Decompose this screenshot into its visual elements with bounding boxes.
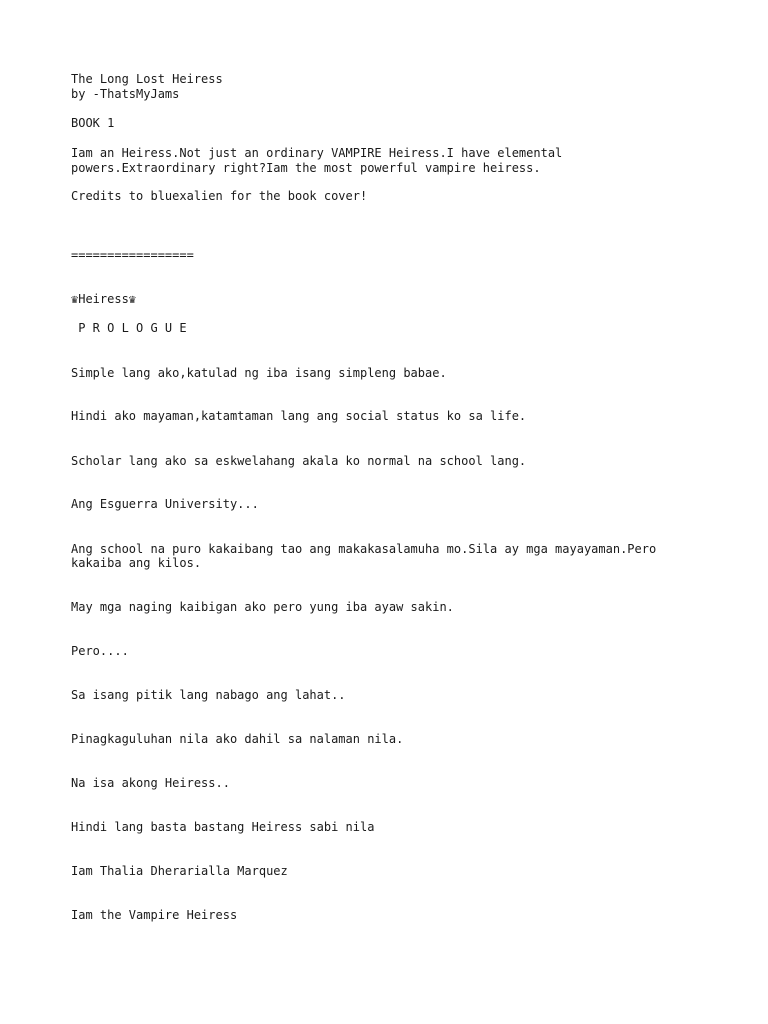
section-heading: P R O L O G U E (71, 321, 187, 335)
book-title: The Long Lost Heiress (71, 72, 223, 86)
divider: ================= (71, 248, 194, 262)
paragraph: Hindi lang basta bastang Heiress sabi nila (71, 820, 375, 834)
paragraph: Simple lang ako,katulad ng iba isang simpleng babae. (71, 366, 447, 380)
paragraph: Sa isang pitik lang nabago ang lahat.. (71, 688, 346, 702)
paragraph: Ang school na puro kakaibang tao ang makakasalamuha mo.Sila ay mga mayayaman.Pero (71, 542, 657, 556)
paragraph: Ang Esguerra University... (71, 497, 259, 511)
book-number: BOOK 1 (71, 116, 115, 130)
paragraph: Iam the Vampire Heiress (71, 908, 238, 922)
paragraph: Pero.... (71, 644, 129, 658)
paragraph: kakaiba ang kilos. (71, 556, 202, 570)
credits-line: Credits to bluexalien for the book cover! (71, 189, 368, 203)
paragraph: Pinagkaguluhan nila ako dahil sa nalaman nila. (71, 732, 404, 746)
blurb-line: Iam an Heiress.Not just an ordinary VAMPIRE Heiress.I have elemental (71, 146, 563, 160)
author-line: by -ThatsMyJams (71, 87, 180, 101)
paragraph: Scholar lang ako sa eskwelahang akala ko normal na school lang. (71, 454, 527, 468)
paragraph: Hindi ako mayaman,katamtaman lang ang social status ko sa life. (71, 409, 527, 423)
paragraph: Iam Thalia Dherarialla Marquez (71, 864, 288, 878)
paragraph: Na isa akong Heiress.. (71, 776, 230, 790)
chapter-label: ♛Heiress♛ (71, 292, 137, 306)
paragraph: May mga naging kaibigan ako pero yung iba ayaw sakin. (71, 600, 454, 614)
blurb-line: powers.Extraordinary right?Iam the most powerful vampire heiress. (71, 161, 541, 175)
